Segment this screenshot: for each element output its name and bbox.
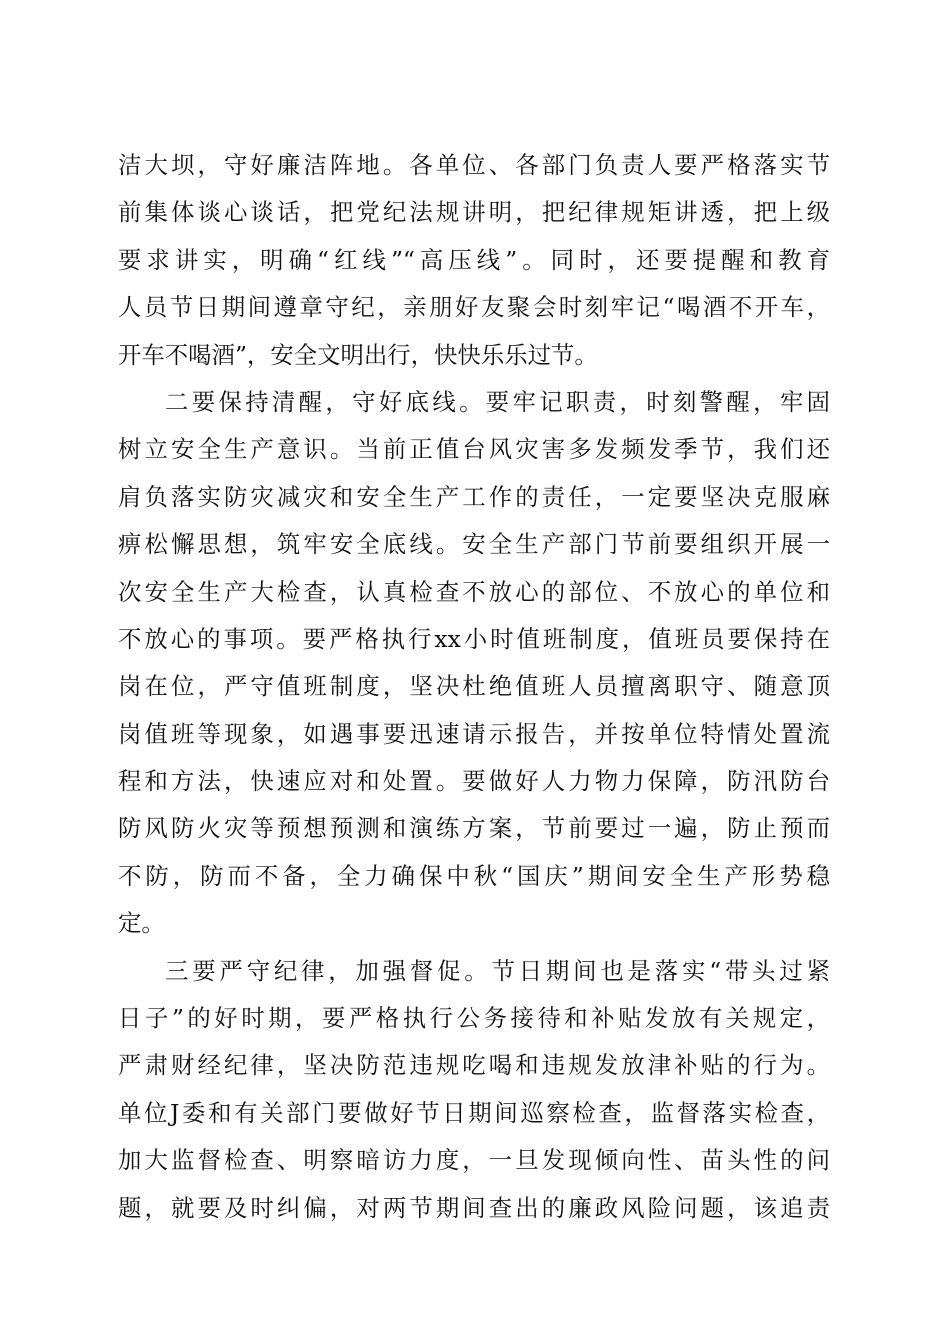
- text-line: 肩负落实防灾减灾和安全生产工作的责任，一定要坚决克服麻: [118, 482, 830, 511]
- text-line: 不放心的事项。要严格执行xx小时值班制度，值班员要保持在: [118, 624, 830, 653]
- paragraph-2-first-line: 二要保持清醒，守好底线。要牢记职责，时刻警醒，牢固: [165, 387, 830, 416]
- text-line: 痹松懈思想，筑牢安全底线。安全生产部门节前要组织开展一: [118, 530, 830, 559]
- text-line: 定。: [118, 909, 165, 938]
- text-line: 严肃财经纪律，坚决防范违规吃喝和违规发放津补贴的行为。: [118, 1051, 830, 1080]
- text-line: 岗值班等现象，如遇事要迅速请示报告，并按单位特情处置流: [118, 719, 830, 748]
- text-line: 开车不喝酒”，安全文明出行，快快乐乐过节。: [118, 340, 598, 369]
- text-line: 题，就要及时纠偏，对两节期间查出的廉政风险问题，该追责: [118, 1193, 830, 1222]
- text-line: 日子”的好时期，要严格执行公务接待和补贴发放有关规定，: [118, 1004, 830, 1033]
- text-line: 前集体谈心谈话，把党纪法规讲明，把纪律规矩讲透，把上级: [118, 198, 830, 227]
- body-text: [118, 142, 830, 1232]
- text-line: 要求讲实，明确“红线”“高压线”。同时，还要提醒和教育: [118, 245, 830, 274]
- text-line: 岗在位，严守值班制度，坚决杜绝值班人员擅离职守、随意顶: [118, 672, 830, 701]
- text-line: 程和方法，快速应对和处置。要做好人力物力保障，防汛防台: [118, 767, 830, 796]
- text-line: 防风防火灾等预想预测和演练方案，节前要过一遍，防止预而: [118, 814, 830, 843]
- text-line: 人员节日期间遵章守纪，亲朋好友聚会时刻牢记“喝酒不开车，: [118, 293, 830, 322]
- text-line: 单位J委和有关部门要做好节日期间巡察检查，监督落实检查，: [118, 1098, 830, 1127]
- text-line: 次安全生产大检查，认真检查不放心的部位、不放心的单位和: [118, 577, 830, 606]
- text-line: 树立安全生产意识。当前正值台风灾害多发频发季节，我们还: [118, 435, 830, 464]
- text-line: 洁大坝，守好廉洁阵地。各单位、各部门负责人要严格落实节: [118, 151, 830, 179]
- text-line: 不防，防而不备，全力确保中秋“国庆”期间安全生产形势稳: [118, 861, 830, 890]
- text-line: 加大监督检查、明察暗访力度，一旦发现倾向性、苗头性的问: [118, 1146, 830, 1175]
- paragraph-3-first-line: 三要严守纪律，加强督促。节日期间也是落实“带头过紧: [165, 956, 830, 985]
